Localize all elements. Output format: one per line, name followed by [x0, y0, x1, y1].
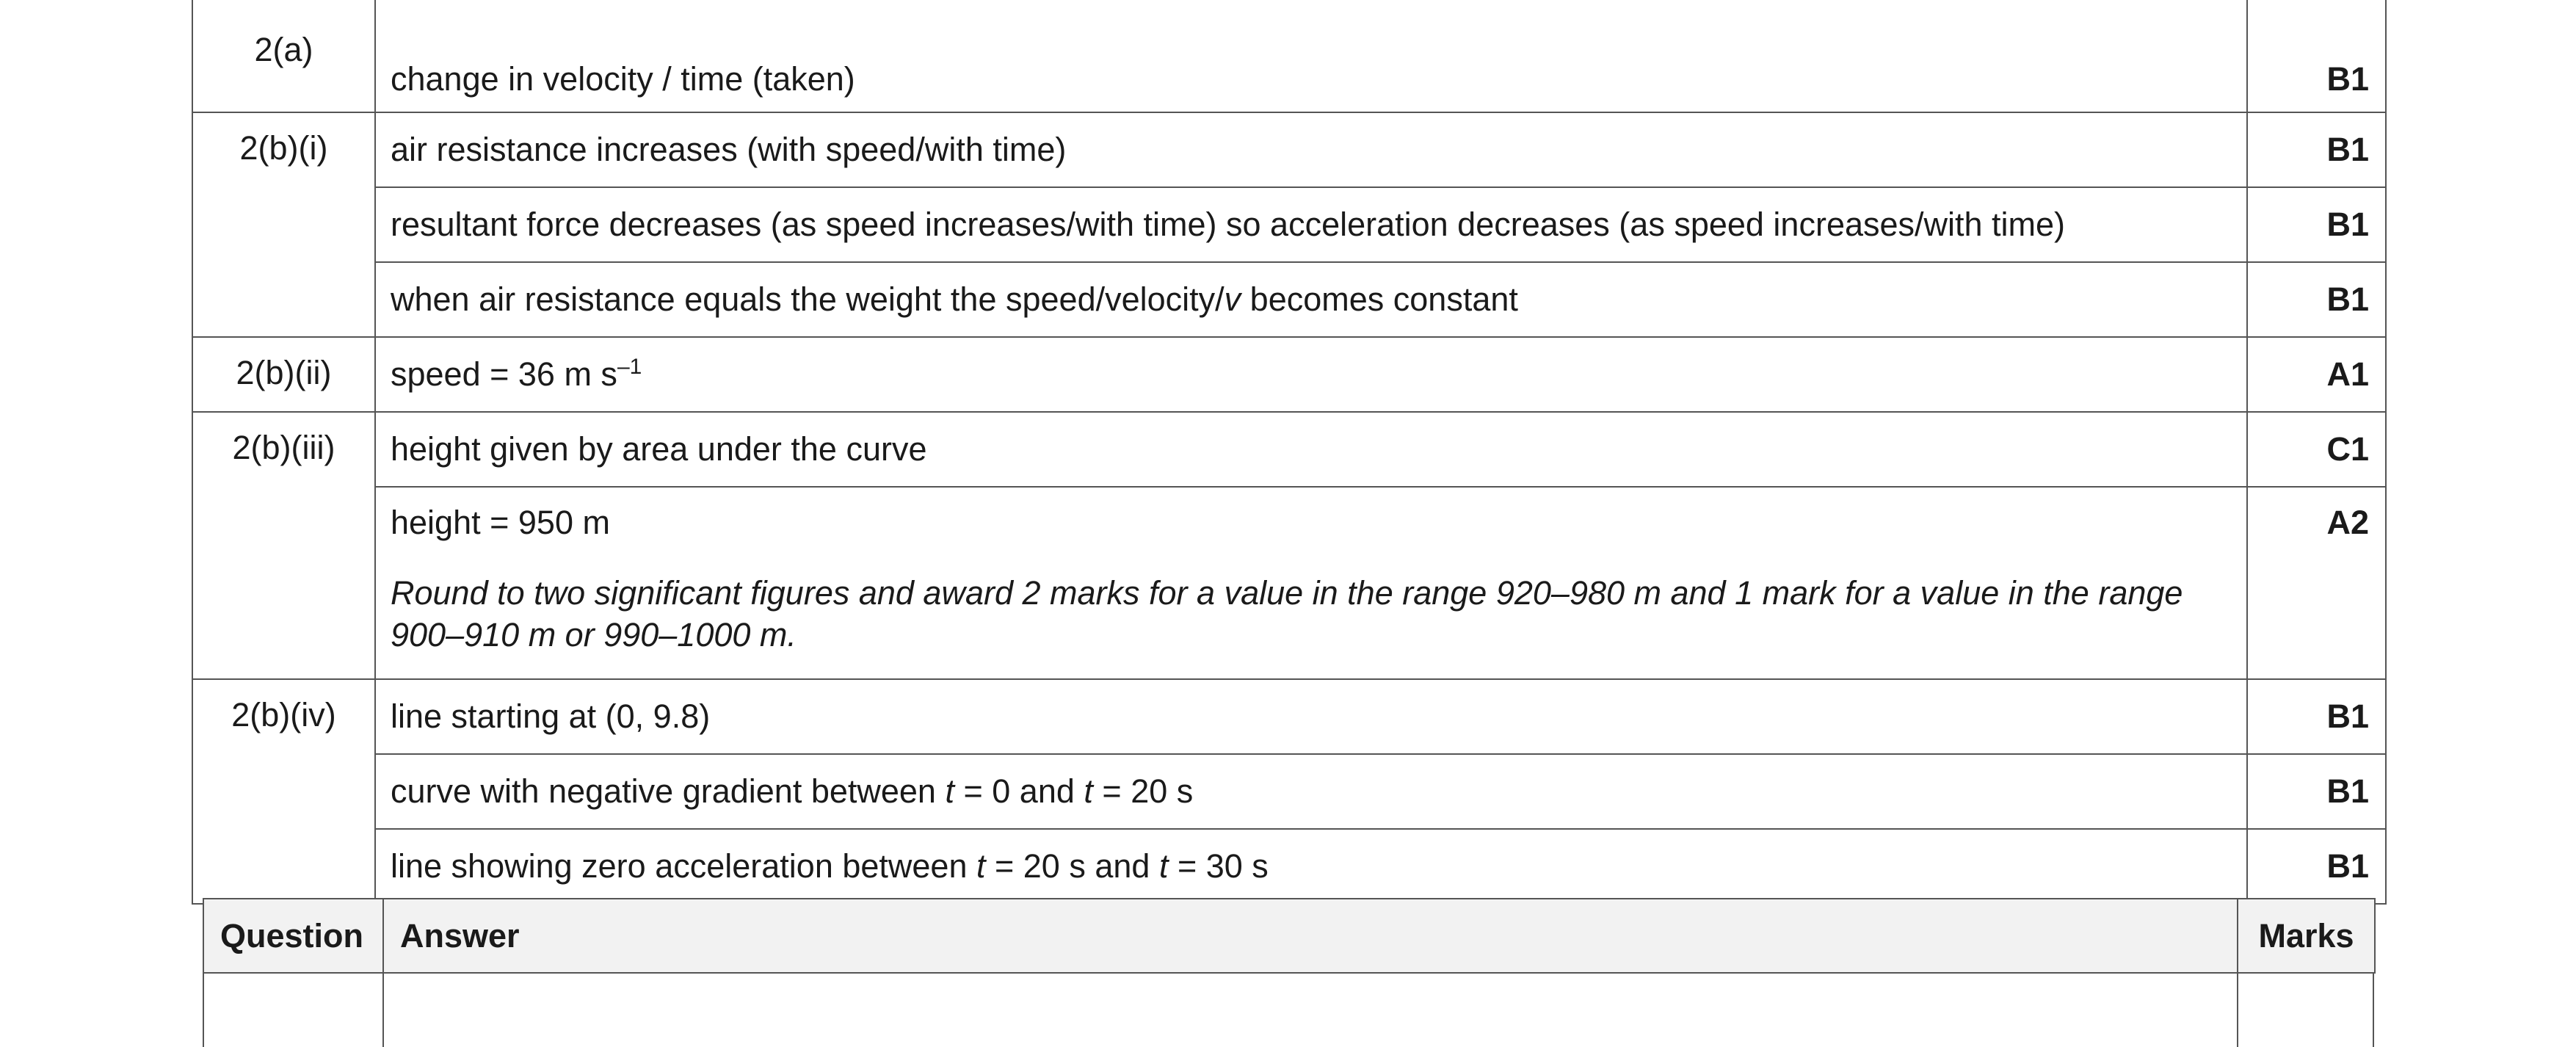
question-number: 2(b)(iii)	[192, 412, 375, 679]
mark-code: B1	[2247, 829, 2386, 904]
mark-code: C1	[2247, 412, 2386, 487]
variable-t: t	[1158, 847, 1169, 885]
table-row	[192, 487, 2386, 679]
mark-code: B1	[2247, 679, 2386, 754]
header-answer: Answer	[383, 899, 2238, 973]
mark-code: B1	[2247, 0, 2386, 112]
question-number: 2(b)(ii)	[192, 337, 375, 412]
answer-text	[375, 829, 2247, 904]
table-row	[192, 829, 2386, 904]
answer-text-part: speed = 36 m s	[391, 355, 617, 393]
table-row	[192, 754, 2386, 829]
answer-text-part: = 30 s	[1168, 847, 1269, 885]
mark-code: B1	[2247, 262, 2386, 337]
question-number: 2(a)	[192, 0, 375, 112]
column-divider	[203, 972, 204, 1047]
unit-exponent: –1	[617, 354, 642, 379]
variable-v: v	[1224, 280, 1241, 318]
answer-text-part: = 20 s and	[985, 847, 1159, 885]
answer-text: air resistance increases (with speed/with time)	[375, 112, 2247, 187]
column-divider	[382, 972, 384, 1047]
question-number: 2(b)(i)	[192, 112, 375, 337]
mark-code: A1	[2247, 337, 2386, 412]
table-row	[192, 0, 2386, 112]
header-table	[203, 898, 2376, 974]
table-row	[192, 262, 2386, 337]
mark-scheme-table	[192, 0, 2387, 905]
marking-note: Round to two significant figures and award 2 marks for a value in the range 920–980 m and 1 mark for a value in the range 900–910 m or 990–1000 m.	[391, 574, 2183, 653]
answer-text	[375, 262, 2247, 337]
table-row	[192, 679, 2386, 754]
answer-text	[375, 337, 2247, 412]
table-row	[192, 112, 2386, 187]
mark-code: B1	[2247, 754, 2386, 829]
answer-line: height = 950 m	[391, 504, 610, 541]
column-divider	[2373, 972, 2374, 1047]
answer-text-part: becomes constant	[1241, 280, 1518, 318]
variable-t: t	[1084, 772, 1093, 810]
answer-text: resultant force decreases (as speed increases/with time) so acceleration decreases (as speed increases/with time)	[375, 187, 2247, 262]
answer-text-part: = 0 and	[954, 772, 1084, 810]
answer-text	[375, 487, 2247, 679]
variable-t: t	[976, 847, 986, 885]
answer-text: change in velocity / time (taken)	[375, 0, 2247, 112]
table-row	[192, 412, 2386, 487]
answer-text: height given by area under the curve	[375, 412, 2247, 487]
answer-text-part: line showing zero acceleration between	[391, 847, 976, 885]
table-row	[192, 337, 2386, 412]
table-row	[192, 187, 2386, 262]
answer-text	[375, 754, 2247, 829]
answer-text-part: = 20 s	[1092, 772, 1194, 810]
header-question: Question	[203, 899, 383, 973]
header-row	[203, 899, 2375, 973]
question-number: 2(b)(iv)	[192, 679, 375, 904]
header-marks: Marks	[2238, 899, 2375, 973]
answer-text: line starting at (0, 9.8)	[375, 679, 2247, 754]
answer-text-part: when air resistance equals the weight the speed/velocity/	[391, 280, 1224, 318]
answer-text-part: curve with negative gradient between	[391, 772, 946, 810]
column-divider	[2237, 972, 2238, 1047]
mark-code: B1	[2247, 112, 2386, 187]
mark-code: A2	[2247, 487, 2386, 679]
next-page-header	[203, 898, 2374, 1047]
variable-t: t	[945, 772, 954, 810]
mark-code: B1	[2247, 187, 2386, 262]
